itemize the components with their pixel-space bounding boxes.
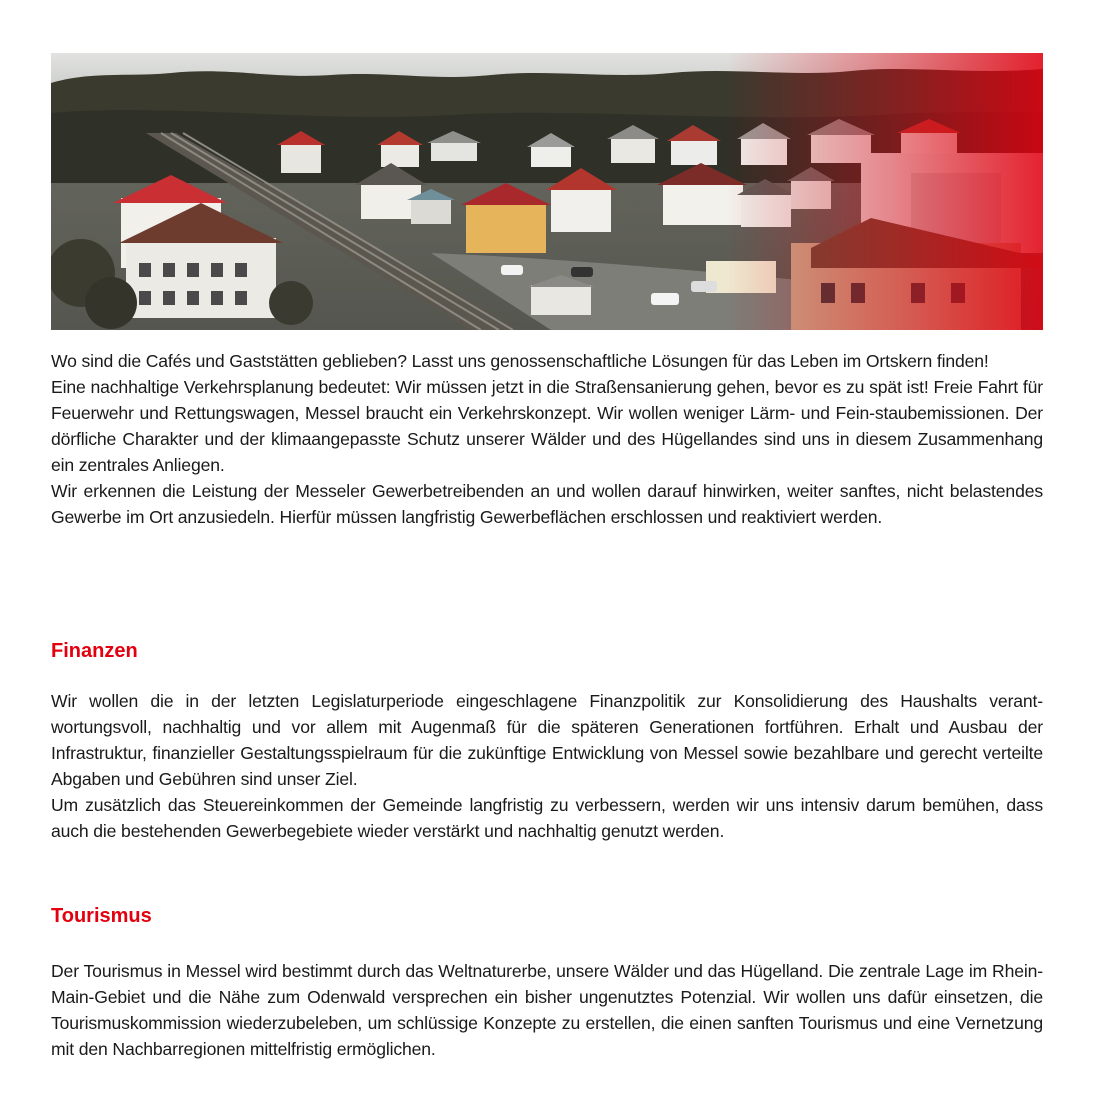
intro-paragraph-3: Wir erkennen die Leistung der Messeler Gewerbetreibenden an und wollen darauf hinwirken, weiter sanftes, nicht belastendes Gewerbe im Ort anzusiedeln. Hierfür müssen langfristig Gewerbeflächen erschlossen und reaktiviert werden. (51, 481, 1043, 527)
tourismus-paragraph-1: Der Tourismus in Messel wird bestimmt durch das Weltnaturerbe, unsere Wälder und das Hügelland. Die zentrale Lage im Rhein-Main-Gebiet und die Nähe zum Odenwald versprechen ein bisher ungenutztes Potenzial. Wir wollen uns dafür einsetzen, die Tourismuskommission wiederzubeleben, um schlüssige Konzepte zu erstellen, die einen sanften Tourismus und eine Vernetzung mit den Nachbarregionen mittelfristig ermöglichen. (51, 961, 1043, 1059)
tourismus-section (51, 958, 1043, 1062)
finanzen-heading: Finanzen (51, 640, 138, 662)
intro-paragraph-2: Eine nachhaltige Verkehrsplanung bedeutet: Wir müssen jetzt in die Straßensanierung gehen, bevor es zu spät ist! Freie Fahrt für Feuerwehr und Rettungswagen, Messel braucht ein Verkehrskonzept. Wir wollen weniger Lärm- und Fein-staubemissionen. Der dörfliche Charakter und der klimaangepasste Schutz unserer Wälder und des Hügellandes sind uns in diesem Zusammenhang ein zentrales Anliegen. (51, 377, 1043, 475)
village-railway-photo-icon (51, 53, 1043, 330)
intro-section (51, 348, 1043, 530)
intro-paragraph-1: Wo sind die Cafés und Gaststätten geblieben? Lasst uns genossenschaftliche Lösungen für das Leben im Ortskern finden! (51, 351, 989, 371)
finanzen-paragraph-1: Wir wollen die in der letzten Legislaturperiode eingeschlagene Finanzpolitik zur Konsolidierung des Haushalts verant-wortungsvoll, nachhaltig und vor allem mit Augenmaß für die späteren Generationen fortführen. Erhalt und Ausbau der Infrastruktur, finanzieller Gestaltungsspielraum für die zukünftige Entwicklung von Messel sowie bezahlbare und gerecht verteilte Abgaben und Gebühren sind unser Ziel. (51, 691, 1043, 789)
finanzen-section (51, 688, 1043, 844)
finanzen-paragraph-2: Um zusätzlich das Steuereinkommen der Gemeinde langfristig zu verbessern, werden wir uns intensiv darum bemühen, dass auch die bestehenden Gewerbegebiete wieder verstärkt und nachhaltig genutzt werden. (51, 795, 1043, 841)
tourismus-heading: Tourismus (51, 905, 152, 927)
hero-photo (51, 53, 1043, 330)
